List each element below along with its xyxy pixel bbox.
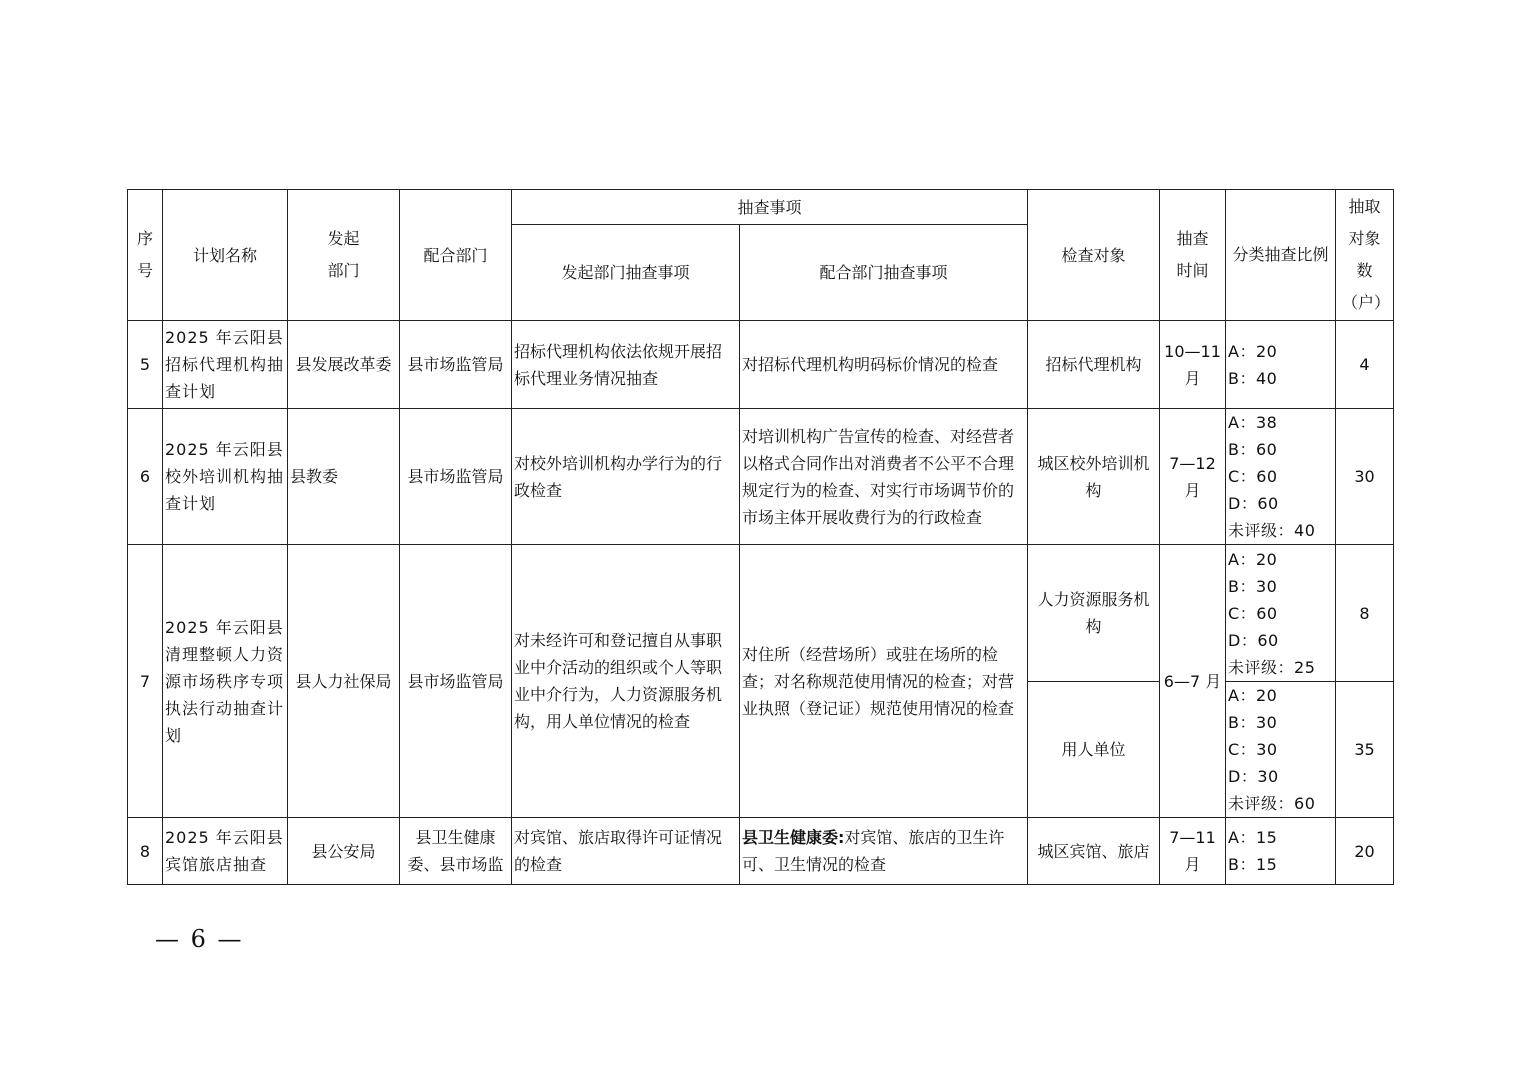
row-initiator: 县人力社保局 — [288, 545, 400, 818]
row-count: 8 — [1336, 545, 1394, 682]
row-ratio: A：20 B：40 — [1226, 321, 1336, 409]
header-items-group: 抽查事项 — [512, 190, 1028, 225]
row-ratio: A：20 B：30 C：60 D：60 未评级：25 — [1226, 545, 1336, 682]
header-count: 抽取对象数（户） — [1336, 190, 1394, 321]
header-initiator-items: 发起部门抽查事项 — [512, 225, 740, 321]
page-number: — 6 — — [155, 925, 244, 953]
row-cooperator: 县市场监管局 — [400, 409, 512, 545]
table-row — [128, 321, 1394, 409]
row-seq: 7 — [128, 545, 163, 818]
row-time: 10—11 月 — [1160, 321, 1226, 409]
row-time: 7—12 月 — [1160, 409, 1226, 545]
row-count: 35 — [1336, 682, 1394, 818]
row-target: 城区校外培训机构 — [1028, 409, 1160, 545]
row-count: 30 — [1336, 409, 1394, 545]
row-initiator: 县教委 — [288, 409, 400, 545]
row-ratio: A：20 B：30 C：30 D：30 未评级：60 — [1226, 682, 1336, 818]
header-target: 检查对象 — [1028, 190, 1160, 321]
row-seq: 5 — [128, 321, 163, 409]
row-cooperator: 县市场监管局 — [400, 545, 512, 818]
row-seq: 8 — [128, 818, 163, 885]
row-cooperator: 县卫生健康委、县市场监 — [400, 818, 512, 885]
row-target: 人力资源服务机构 — [1028, 545, 1160, 682]
row-target: 城区宾馆、旅店 — [1028, 818, 1160, 885]
header-time: 抽查时间 — [1160, 190, 1226, 321]
table-row — [128, 409, 1394, 545]
row-initiator-items: 对宾馆、旅店取得许可证情况的检查 — [512, 818, 740, 885]
header-plan-name: 计划名称 — [163, 190, 288, 321]
header-cooperator-items: 配合部门抽查事项 — [740, 225, 1028, 321]
row-count: 4 — [1336, 321, 1394, 409]
row-target: 招标代理机构 — [1028, 321, 1160, 409]
row-plan-name: 2025 年云阳县清理整顿人力资源市场秩序专项执法行动抽查计划 — [163, 545, 288, 818]
row-cooperator-items-text: 对宾馆、旅店的卫生许可、卫生情况的检查 — [742, 828, 1005, 874]
row-initiator-items: 招标代理机构依法依规开展招标代理业务情况抽查 — [512, 321, 740, 409]
row-initiator-items: 对校外培训机构办学行为的行政检查 — [512, 409, 740, 545]
table-row — [128, 818, 1394, 885]
row-seq: 6 — [128, 409, 163, 545]
inspection-plan-table — [127, 189, 1394, 885]
row-cooperator-items — [740, 818, 1028, 885]
row-plan-name: 2025 年云阳县招标代理机构抽查计划 — [163, 321, 288, 409]
header-cooperator: 配合部门 — [400, 190, 512, 321]
row-plan-name: 2025 年云阳县宾馆旅店抽查 — [163, 818, 288, 885]
row-target: 用人单位 — [1028, 682, 1160, 818]
row-plan-name: 2025 年云阳县校外培训机构抽查计划 — [163, 409, 288, 545]
row-initiator: 县发展改革委 — [288, 321, 400, 409]
row-time: 7—11 月 — [1160, 818, 1226, 885]
header-initiator: 发起部门 — [288, 190, 400, 321]
header-seq: 序号 — [128, 190, 163, 321]
row-cooperator-items: 对招标代理机构明码标价情况的检查 — [740, 321, 1028, 409]
row-cooperator: 县市场监管局 — [400, 321, 512, 409]
row-ratio: A：15 B：15 — [1226, 818, 1336, 885]
table-row — [128, 545, 1394, 682]
row-initiator: 县公安局 — [288, 818, 400, 885]
row-count: 20 — [1336, 818, 1394, 885]
row-time: 6—7 月 — [1160, 545, 1226, 818]
row-cooperator-items: 对住所（经营场所）或驻在场所的检查；对名称规范使用情况的检查；对营业执照（登记证）规范使用情况的检查 — [740, 545, 1028, 818]
row-ratio: A：38 B：60 C：60 D：60 未评级：40 — [1226, 409, 1336, 545]
row-cooperator-items: 对培训机构广告宣传的检查、对经营者以格式合同作出对消费者不公平不合理规定行为的检查、对实行市场调节价的市场主体开展收费行为的行政检查 — [740, 409, 1028, 545]
row-cooperator-items-prefix: 县卫生健康委: — [742, 828, 845, 847]
header-ratio: 分类抽查比例 — [1226, 190, 1336, 321]
row-initiator-items: 对未经许可和登记擅自从事职业中介活动的组织或个人等职业中介行为，人力资源服务机构，用人单位情况的检查 — [512, 545, 740, 818]
